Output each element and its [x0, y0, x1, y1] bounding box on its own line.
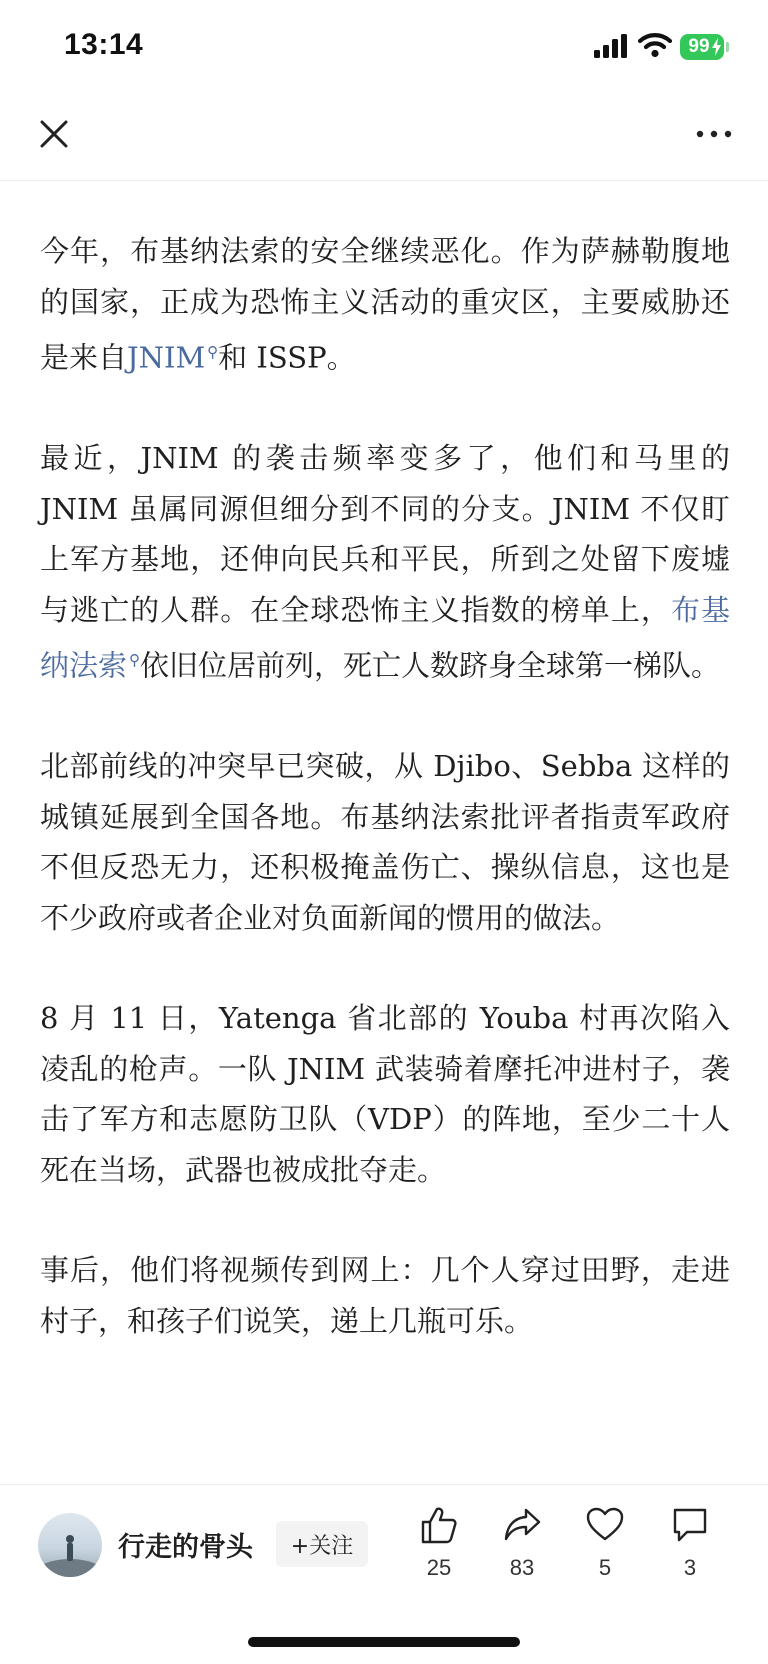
more-dots-icon[interactable]	[694, 124, 734, 144]
like-count: 25	[426, 1555, 452, 1580]
paragraph-4: 8 月 11 日，Yatenga 省北部的 Youba 村再次陷入凌乱的枪声。一队 JNIM 武装骑着摩托冲进村子，袭击了军方和志愿防卫队（VDP）的阵地，至少二十人死在当场，武器也被成批夺走。	[40, 1001, 730, 1187]
wifi-icon	[638, 32, 672, 58]
like-button[interactable]	[404, 1505, 474, 1581]
paragraph-1: 今年，布基纳法索的安全继续恶化。作为萨赫勒腹地的国家，正成为恐怖主义活动的重灾区，主要威胁还是来自JNIM ⚲和 ISSP。	[40, 234, 730, 375]
charging-bolt-icon	[712, 38, 721, 56]
top-nav	[0, 96, 768, 181]
share-count: 83	[509, 1555, 535, 1580]
paragraph-5: 事后，他们将视频传到网上：几个人穿过田野，走进村子，和孩子们说笑，递上几瓶可乐。	[40, 1253, 730, 1338]
cellular-signal-icon	[594, 34, 628, 58]
avatar-image	[38, 1513, 102, 1577]
paragraph-2: 最近，JNIM 的袭击频率变多了，他们和马里的 JNIM 虽属同源但细分到不同的分支。JNIM 不仅盯上军方基地，还伸向民兵和平民，所到之处留下废墟与逃亡的人群。在全球恐怖主义指数的榜单上，布基纳法索 ⚲依旧位居前列，死亡人数跻身全球第一梯队。	[40, 441, 730, 683]
battery-level: 99	[688, 36, 710, 57]
comment-count: 3	[683, 1555, 697, 1580]
follow-button[interactable]: +关注	[276, 1521, 368, 1567]
share-icon	[502, 1505, 542, 1545]
link-jnim[interactable]: JNIM	[127, 340, 206, 375]
battery-icon	[680, 34, 724, 60]
avatar[interactable]	[38, 1513, 102, 1577]
heart-icon	[585, 1505, 625, 1545]
favorite-count: 5	[598, 1555, 612, 1580]
thumbs-up-icon	[419, 1505, 459, 1545]
status-bar	[0, 0, 768, 96]
search-icon[interactable]: ⚲	[129, 651, 141, 670]
favorite-button[interactable]	[570, 1505, 640, 1581]
article-body	[40, 226, 730, 1396]
author-name[interactable]: 行走的骨头	[118, 1532, 253, 1563]
comment-icon	[670, 1505, 710, 1545]
share-button[interactable]	[487, 1505, 557, 1581]
paragraph-3: 北部前线的冲突早已突破，从 Djibo、Sebba 这样的城镇延展到全国各地。布基纳法索批评者指责军政府不但反恐无力，还积极掩盖伤亡、操纵信息，这也是不少政府或者企业对负面新闻的惯用的做法。	[40, 749, 730, 935]
search-icon[interactable]: ⚲	[207, 343, 219, 361]
home-indicator[interactable]	[248, 1637, 520, 1647]
close-icon[interactable]	[36, 116, 72, 152]
battery-nub	[726, 42, 729, 52]
comment-button[interactable]	[655, 1505, 725, 1581]
link-burkina-faso[interactable]: 布基纳法索	[40, 592, 730, 683]
status-time: 13:14	[64, 28, 144, 61]
